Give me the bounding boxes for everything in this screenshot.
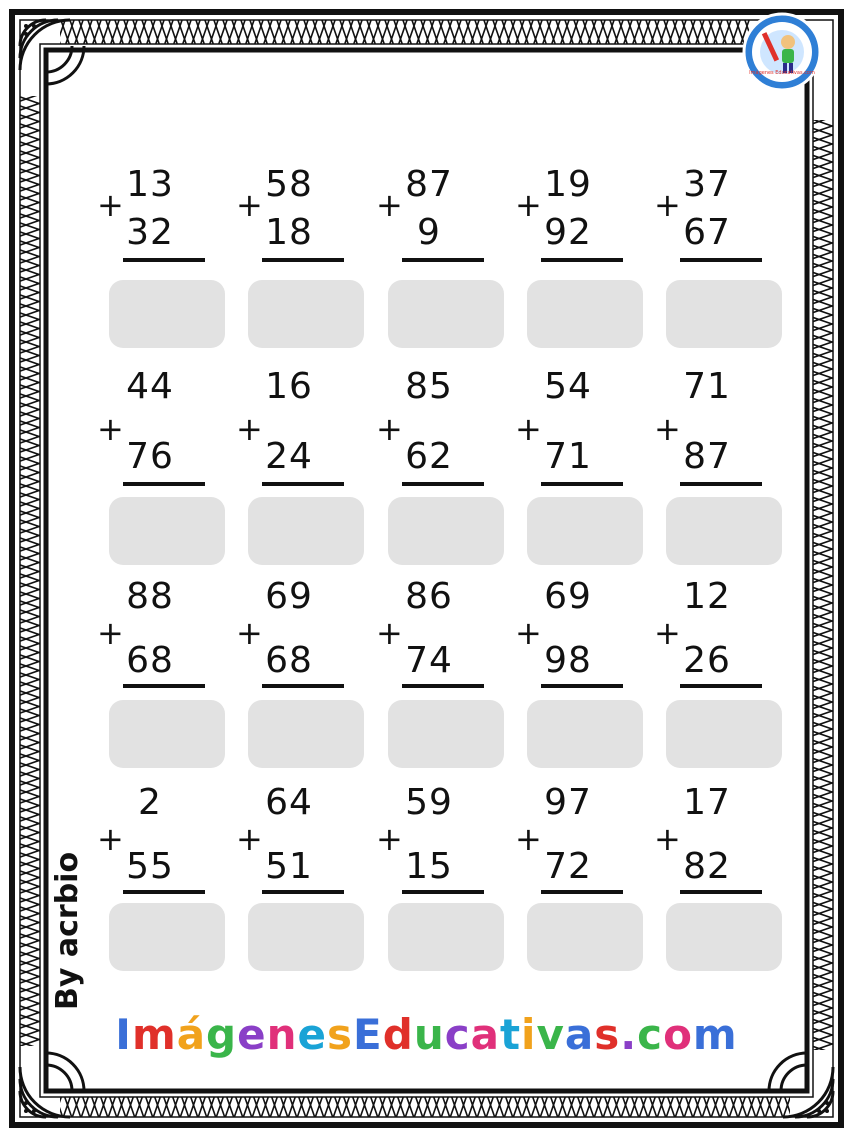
brand-letter: c (637, 1010, 664, 1059)
addend-top: 37 (683, 164, 731, 205)
answer-box[interactable] (248, 700, 364, 768)
addend-top: 87 (405, 164, 453, 205)
addend-top: 85 (405, 366, 453, 407)
brand-letter: c (444, 1010, 471, 1059)
sum-line (680, 482, 762, 486)
addend-top: 64 (265, 782, 313, 823)
sum-line (402, 684, 484, 688)
brand-letter: t (499, 1010, 522, 1059)
brand-letter: a (470, 1010, 500, 1059)
plus-sign: + (376, 614, 403, 652)
brand-letter: v (536, 1010, 565, 1059)
addition-problem (654, 778, 822, 988)
addend-bottom: 24 (265, 436, 313, 477)
answer-box[interactable] (388, 497, 504, 565)
plus-sign: + (376, 186, 403, 224)
addend-bottom: 9 (417, 212, 441, 253)
plus-sign: + (654, 186, 681, 224)
addend-bottom: 74 (405, 640, 453, 681)
addend-top: 69 (265, 576, 313, 617)
addend-bottom: 26 (683, 640, 731, 681)
addend-top: 17 (683, 782, 731, 823)
answer-box[interactable] (666, 903, 782, 971)
addend-top: 58 (265, 164, 313, 205)
addend-bottom: 92 (544, 212, 592, 253)
answer-box[interactable] (527, 903, 643, 971)
sum-line (123, 482, 205, 486)
plus-sign: + (97, 614, 124, 652)
sum-line (402, 258, 484, 262)
addend-bottom: 62 (405, 436, 453, 477)
addend-bottom: 32 (126, 212, 174, 253)
addend-bottom: 51 (265, 846, 313, 887)
addend-bottom: 76 (126, 436, 174, 477)
brand-letter: m (131, 1010, 177, 1059)
answer-box[interactable] (248, 497, 364, 565)
sum-line (123, 258, 205, 262)
answer-box[interactable] (109, 903, 225, 971)
sum-line (680, 890, 762, 894)
addend-top: 88 (126, 576, 174, 617)
addend-top: 44 (126, 366, 174, 407)
addend-bottom: 98 (544, 640, 592, 681)
addition-problem (654, 160, 822, 370)
answer-box[interactable] (527, 700, 643, 768)
plus-sign: + (515, 614, 542, 652)
plus-sign: + (515, 410, 542, 448)
brand-letter: g (206, 1010, 238, 1059)
plus-sign: + (97, 820, 124, 858)
brand-letter: e (297, 1010, 328, 1059)
answer-box[interactable] (527, 280, 643, 348)
sum-line (402, 890, 484, 894)
plus-sign: + (236, 614, 263, 652)
addend-top: 86 (405, 576, 453, 617)
addition-problem (654, 362, 822, 572)
answer-box[interactable] (388, 280, 504, 348)
brand-letter: u (413, 1010, 445, 1059)
sum-line (541, 258, 623, 262)
brand-letter: d (382, 1010, 414, 1059)
sum-line (402, 482, 484, 486)
addend-bottom: 67 (683, 212, 731, 253)
plus-sign: + (654, 820, 681, 858)
plus-sign: + (515, 820, 542, 858)
addend-bottom: 87 (683, 436, 731, 477)
brand-letter: I (115, 1010, 132, 1059)
addend-bottom: 55 (126, 846, 174, 887)
plus-sign: + (654, 614, 681, 652)
addend-top: 71 (683, 366, 731, 407)
addend-bottom: 72 (544, 846, 592, 887)
addend-top: 16 (265, 366, 313, 407)
addend-bottom: 18 (265, 212, 313, 253)
answer-box[interactable] (109, 497, 225, 565)
addend-top: 54 (544, 366, 592, 407)
brand-letter: i (521, 1010, 537, 1059)
sum-line (680, 258, 762, 262)
addend-bottom: 15 (405, 846, 453, 887)
addition-problem (654, 572, 822, 782)
brand-letter: a (564, 1010, 595, 1059)
sum-line (262, 684, 344, 688)
brand-letter: E (353, 1010, 383, 1059)
answer-box[interactable] (248, 903, 364, 971)
answer-box[interactable] (109, 280, 225, 348)
sum-line (541, 482, 623, 486)
plus-sign: + (654, 410, 681, 448)
plus-sign: + (376, 410, 403, 448)
addend-top: 12 (683, 576, 731, 617)
brand-watermark (0, 1010, 853, 1059)
plus-sign: + (97, 410, 124, 448)
plus-sign: + (236, 820, 263, 858)
addend-top: 13 (126, 164, 174, 205)
addend-bottom: 71 (544, 436, 592, 477)
answer-box[interactable] (666, 700, 782, 768)
addend-bottom: 68 (265, 640, 313, 681)
sum-line (541, 890, 623, 894)
answer-box[interactable] (666, 497, 782, 565)
plus-sign: + (97, 186, 124, 224)
brand-letter: n (266, 1010, 298, 1059)
brand-letter: s (327, 1010, 354, 1059)
addend-bottom: 82 (683, 846, 731, 887)
brand-letter: o (663, 1010, 693, 1059)
sum-line (123, 890, 205, 894)
answer-box[interactable] (248, 280, 364, 348)
addend-top: 97 (544, 782, 592, 823)
answer-box[interactable] (388, 903, 504, 971)
brand-letter: . (620, 1010, 638, 1059)
author-signature: By acrbio (50, 851, 85, 1010)
addend-top: 69 (544, 576, 592, 617)
logo-inner-text: Imágenes Educativas.com (749, 70, 815, 76)
plus-sign: + (515, 186, 542, 224)
sum-line (262, 890, 344, 894)
answer-box[interactable] (527, 497, 643, 565)
brand-letter: s (594, 1010, 621, 1059)
answer-box[interactable] (388, 700, 504, 768)
addend-top: 2 (138, 782, 162, 823)
answer-box[interactable] (109, 700, 225, 768)
sum-line (541, 684, 623, 688)
addend-bottom: 68 (126, 640, 174, 681)
sum-line (262, 482, 344, 486)
brand-letter: á (176, 1010, 207, 1059)
addend-top: 59 (405, 782, 453, 823)
plus-sign: + (236, 410, 263, 448)
answer-box[interactable] (666, 280, 782, 348)
sum-line (262, 258, 344, 262)
sum-line (123, 684, 205, 688)
sum-line (680, 684, 762, 688)
plus-sign: + (236, 186, 263, 224)
brand-letter: m (692, 1010, 738, 1059)
brand-letter: e (237, 1010, 267, 1059)
plus-sign: + (376, 820, 403, 858)
addend-top: 19 (544, 164, 592, 205)
